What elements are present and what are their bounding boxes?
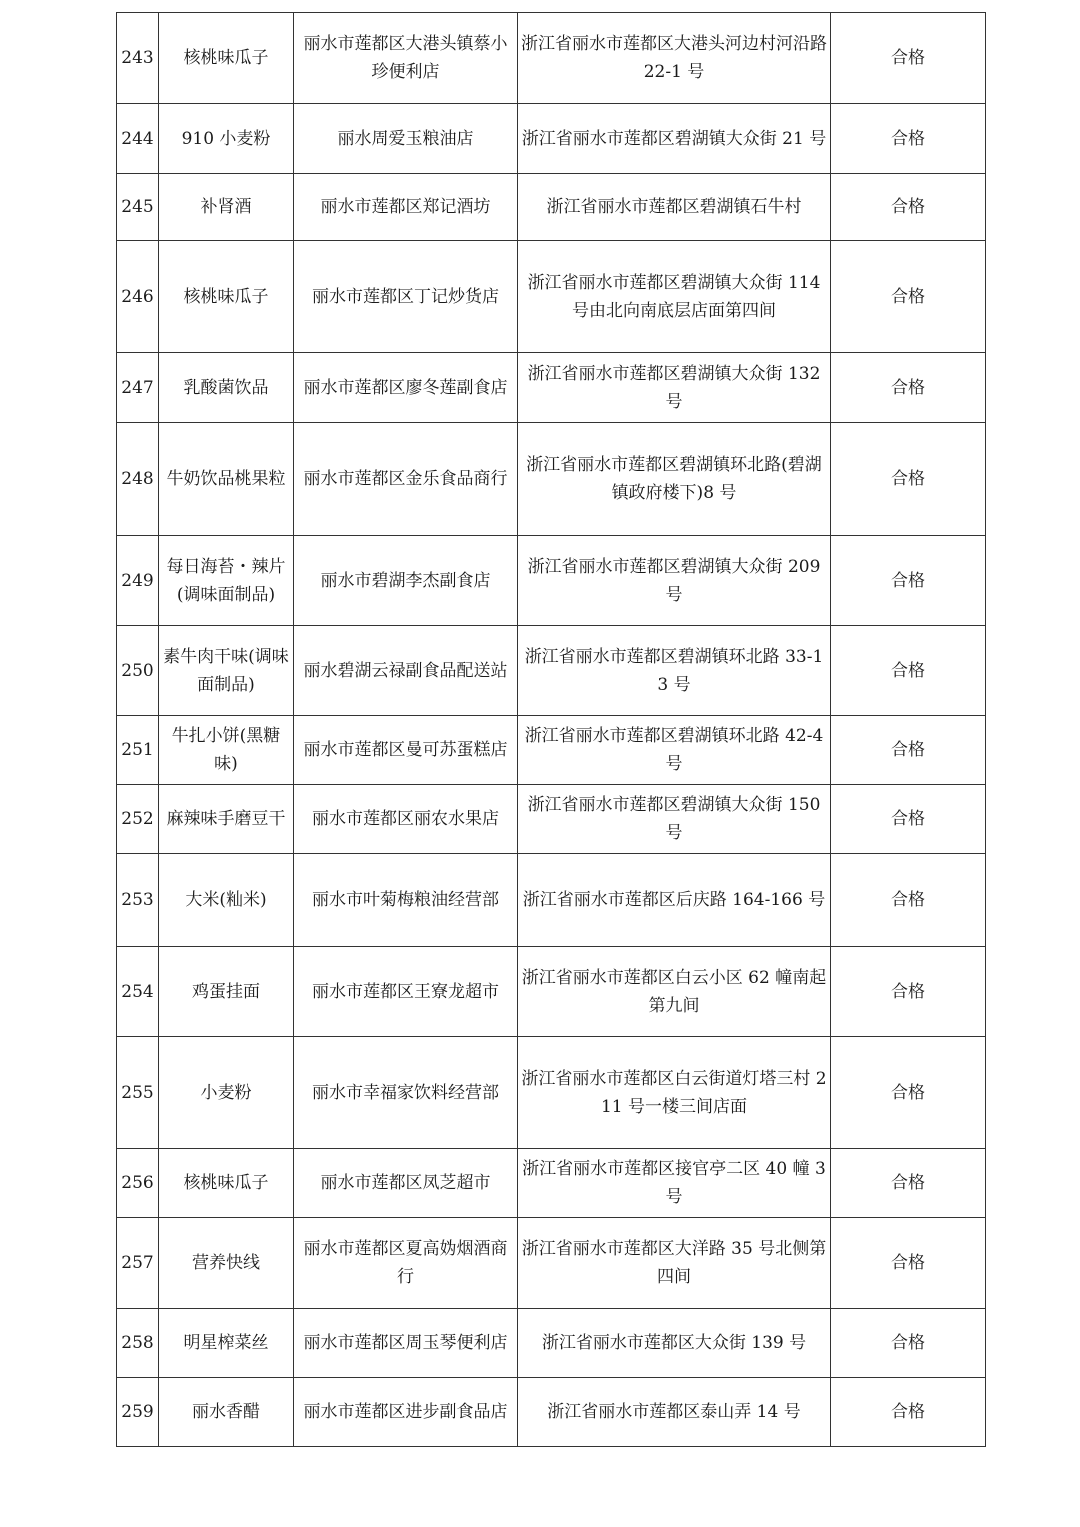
table-row [117, 1218, 986, 1309]
table-row [117, 1149, 986, 1218]
result-cell: 合格 [831, 854, 986, 947]
table-row [117, 353, 986, 423]
store-name-cell: 丽水市莲都区金乐食品商行 [294, 423, 518, 536]
result-cell: 合格 [831, 1378, 986, 1447]
table-row [117, 626, 986, 716]
row-number-cell: 245 [117, 174, 159, 241]
address-cell: 浙江省丽水市莲都区碧湖镇大众街 21 号 [518, 104, 831, 174]
table-row [117, 423, 986, 536]
store-name-cell: 丽水市莲都区周玉琴便利店 [294, 1309, 518, 1378]
table-row [117, 716, 986, 785]
store-name-cell: 丽水市莲都区丁记炒货店 [294, 241, 518, 353]
table-row [117, 174, 986, 241]
address-cell: 浙江省丽水市莲都区大港头河边村河沿路 22-1 号 [518, 13, 831, 104]
row-number-cell: 250 [117, 626, 159, 716]
table-row [117, 536, 986, 626]
store-name-cell: 丽水市莲都区郑记酒坊 [294, 174, 518, 241]
table-row [117, 13, 986, 104]
address-cell: 浙江省丽水市莲都区碧湖镇大众街 114 号由北向南底层店面第四间 [518, 241, 831, 353]
table-row [117, 947, 986, 1037]
row-number-cell: 243 [117, 13, 159, 104]
product-name-cell: 牛扎小饼(黑糖味) [159, 716, 294, 785]
store-name-cell: 丽水市叶菊梅粮油经营部 [294, 854, 518, 947]
product-name-cell: 910 小麦粉 [159, 104, 294, 174]
table-row [117, 241, 986, 353]
address-cell: 浙江省丽水市莲都区碧湖镇大众街 150 号 [518, 785, 831, 854]
product-name-cell: 核桃味瓜子 [159, 13, 294, 104]
product-name-cell: 乳酸菌饮品 [159, 353, 294, 423]
result-cell: 合格 [831, 174, 986, 241]
product-name-cell: 明星榨菜丝 [159, 1309, 294, 1378]
address-cell: 浙江省丽水市莲都区碧湖镇环北路 42-4 号 [518, 716, 831, 785]
row-number-cell: 247 [117, 353, 159, 423]
result-cell: 合格 [831, 1037, 986, 1149]
result-cell: 合格 [831, 785, 986, 854]
product-name-cell: 麻辣味手磨豆干 [159, 785, 294, 854]
row-number-cell: 259 [117, 1378, 159, 1447]
result-cell: 合格 [831, 353, 986, 423]
row-number-cell: 246 [117, 241, 159, 353]
product-name-cell: 大米(籼米) [159, 854, 294, 947]
table-row [117, 1378, 986, 1447]
result-cell: 合格 [831, 947, 986, 1037]
row-number-cell: 248 [117, 423, 159, 536]
product-name-cell: 牛奶饮品桃果粒 [159, 423, 294, 536]
address-cell: 浙江省丽水市莲都区大洋路 35 号北侧第四间 [518, 1218, 831, 1309]
product-name-cell: 核桃味瓜子 [159, 241, 294, 353]
store-name-cell: 丽水碧湖云禄副食品配送站 [294, 626, 518, 716]
address-cell: 浙江省丽水市莲都区碧湖镇环北路 33-13 号 [518, 626, 831, 716]
product-name-cell: 每日海苔・辣片(调味面制品) [159, 536, 294, 626]
table-row [117, 1309, 986, 1378]
row-number-cell: 257 [117, 1218, 159, 1309]
product-name-cell: 核桃味瓜子 [159, 1149, 294, 1218]
result-cell: 合格 [831, 536, 986, 626]
address-cell: 浙江省丽水市莲都区泰山弄 14 号 [518, 1378, 831, 1447]
table-body [117, 13, 986, 1447]
result-cell: 合格 [831, 13, 986, 104]
row-number-cell: 251 [117, 716, 159, 785]
store-name-cell: 丽水市莲都区丽农水果店 [294, 785, 518, 854]
store-name-cell: 丽水市莲都区大港头镇蔡小珍便利店 [294, 13, 518, 104]
store-name-cell: 丽水市碧湖李杰副食店 [294, 536, 518, 626]
product-name-cell: 小麦粉 [159, 1037, 294, 1149]
table-row [117, 1037, 986, 1149]
address-cell: 浙江省丽水市莲都区碧湖镇大众街 132 号 [518, 353, 831, 423]
store-name-cell: 丽水市莲都区凤芝超市 [294, 1149, 518, 1218]
table-row [117, 785, 986, 854]
address-cell: 浙江省丽水市莲都区白云街道灯塔三村 211 号一楼三间店面 [518, 1037, 831, 1149]
address-cell: 浙江省丽水市莲都区碧湖镇大众街 209 号 [518, 536, 831, 626]
result-cell: 合格 [831, 626, 986, 716]
product-name-cell: 素牛肉干味(调味面制品) [159, 626, 294, 716]
product-name-cell: 鸡蛋挂面 [159, 947, 294, 1037]
result-cell: 合格 [831, 1309, 986, 1378]
store-name-cell: 丽水市莲都区进步副食品店 [294, 1378, 518, 1447]
address-cell: 浙江省丽水市莲都区大众街 139 号 [518, 1309, 831, 1378]
result-cell: 合格 [831, 1149, 986, 1218]
address-cell: 浙江省丽水市莲都区接官亭二区 40 幢 3 号 [518, 1149, 831, 1218]
row-number-cell: 244 [117, 104, 159, 174]
result-cell: 合格 [831, 1218, 986, 1309]
row-number-cell: 254 [117, 947, 159, 1037]
store-name-cell: 丽水市幸福家饮料经营部 [294, 1037, 518, 1149]
row-number-cell: 249 [117, 536, 159, 626]
address-cell: 浙江省丽水市莲都区碧湖镇石牛村 [518, 174, 831, 241]
store-name-cell: 丽水市莲都区夏高妫烟酒商行 [294, 1218, 518, 1309]
product-name-cell: 丽水香醋 [159, 1378, 294, 1447]
store-name-cell: 丽水市莲都区曼可苏蛋糕店 [294, 716, 518, 785]
row-number-cell: 252 [117, 785, 159, 854]
table-row [117, 854, 986, 947]
product-name-cell: 营养快线 [159, 1218, 294, 1309]
address-cell: 浙江省丽水市莲都区白云小区 62 幢南起第九间 [518, 947, 831, 1037]
row-number-cell: 256 [117, 1149, 159, 1218]
store-name-cell: 丽水市莲都区王寮龙超市 [294, 947, 518, 1037]
store-name-cell: 丽水周爱玉粮油店 [294, 104, 518, 174]
address-cell: 浙江省丽水市莲都区碧湖镇环北路(碧湖镇政府楼下)8 号 [518, 423, 831, 536]
row-number-cell: 253 [117, 854, 159, 947]
result-cell: 合格 [831, 104, 986, 174]
row-number-cell: 258 [117, 1309, 159, 1378]
row-number-cell: 255 [117, 1037, 159, 1149]
address-cell: 浙江省丽水市莲都区后庆路 164-166 号 [518, 854, 831, 947]
product-name-cell: 补肾酒 [159, 174, 294, 241]
table-row [117, 104, 986, 174]
result-cell: 合格 [831, 716, 986, 785]
result-cell: 合格 [831, 241, 986, 353]
store-name-cell: 丽水市莲都区廖冬莲副食店 [294, 353, 518, 423]
result-cell: 合格 [831, 423, 986, 536]
inspection-results-table [116, 12, 986, 1447]
